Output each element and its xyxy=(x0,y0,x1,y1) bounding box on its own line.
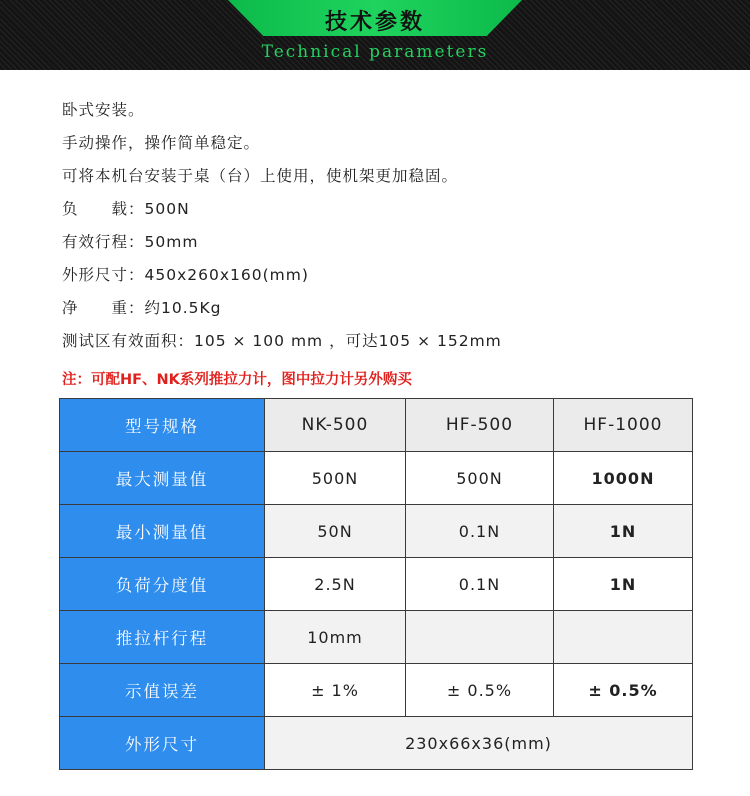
table-row xyxy=(60,717,693,770)
description-line: 可将本机台安装于桌（台）上使用，使机架更加稳固。 xyxy=(62,167,459,185)
row-header: 示值误差 xyxy=(60,664,265,717)
table-cell: 0.1N xyxy=(406,505,554,558)
row-header: 负荷分度值 xyxy=(60,558,265,611)
table-cell: 1000N xyxy=(554,452,693,505)
table-row xyxy=(60,505,693,558)
table-cell: 500N xyxy=(265,452,406,505)
row-header-model: 型号规格 xyxy=(60,399,265,452)
row-header: 推拉杆行程 xyxy=(60,611,265,664)
table-cell: 1N xyxy=(554,505,693,558)
table-header-row xyxy=(60,399,693,452)
page-title: 技术参数 xyxy=(324,10,425,35)
model-cell: HF-500 xyxy=(406,399,554,452)
row-header: 最大测量值 xyxy=(60,452,265,505)
table-cell: ± 0.5% xyxy=(554,664,693,717)
table-row xyxy=(60,452,693,505)
table-cell-empty xyxy=(406,611,554,664)
table-cell: 2.5N xyxy=(265,558,406,611)
table-row xyxy=(60,558,693,611)
header-banner xyxy=(0,0,750,70)
model-cell: NK-500 xyxy=(265,399,406,452)
description-list xyxy=(62,94,502,358)
description-line: 手动操作，操作简单稳定。 xyxy=(62,134,261,152)
table-cell-merged: 230x66x36(mm) xyxy=(265,717,693,770)
spec-test-area-line: 测试区有效面积：105 × 100 mm ，可达105 × 152mm xyxy=(62,332,502,350)
spec-table xyxy=(59,398,693,770)
spec-stroke-line: 有效行程：50mm xyxy=(62,233,199,251)
spec-dimensions-line: 外形尺寸：450x260x160(mm) xyxy=(62,266,309,284)
spec-load-line: 负 载：500N xyxy=(62,200,190,218)
table-cell: 1N xyxy=(554,558,693,611)
row-header: 最小测量值 xyxy=(60,505,265,558)
purchase-note: 注：可配HF、NK系列推拉力计，图中拉力计另外购买 xyxy=(62,372,412,388)
spec-weight-line: 净 重：约10.5Kg xyxy=(62,299,222,317)
table-cell: 50N xyxy=(265,505,406,558)
row-header: 外形尺寸 xyxy=(60,717,265,770)
model-cell: HF-1000 xyxy=(554,399,693,452)
table-cell: ± 0.5% xyxy=(406,664,554,717)
table-cell: 10mm xyxy=(265,611,406,664)
page-subtitle: Technical parameters xyxy=(261,42,489,62)
table-row xyxy=(60,611,693,664)
table-row xyxy=(60,664,693,717)
table-cell-empty xyxy=(554,611,693,664)
table-cell: 500N xyxy=(406,452,554,505)
table-cell: 0.1N xyxy=(406,558,554,611)
description-line: 卧式安装。 xyxy=(62,101,145,119)
table-cell: ± 1% xyxy=(265,664,406,717)
